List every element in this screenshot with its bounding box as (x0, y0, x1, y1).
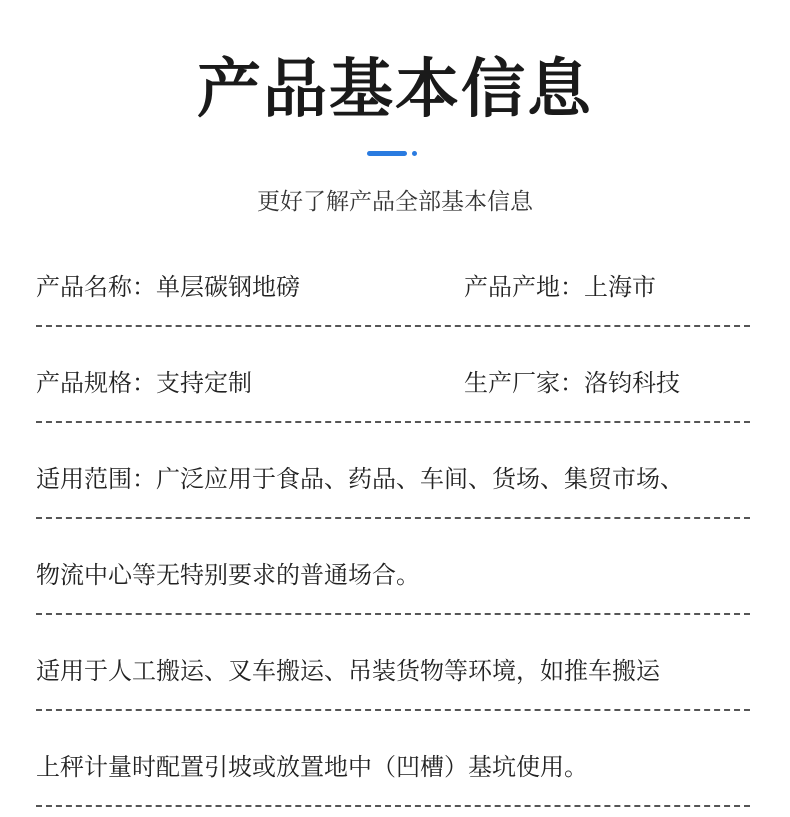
scope-line-4: 上秤计量时配置引坡或放置地中（凹槽）基坑使用。 (36, 753, 588, 781)
dashed-divider (36, 613, 750, 615)
dashed-divider (36, 709, 750, 711)
info-row (36, 459, 750, 555)
info-row (36, 267, 750, 363)
info-row (36, 651, 750, 747)
dashed-divider (36, 421, 750, 423)
product-maker-text: 生产厂家：洛钧科技 (464, 369, 680, 397)
product-spec-text: 产品规格：支持定制 (36, 369, 252, 397)
info-row (36, 555, 750, 651)
scope-line-2: 物流中心等无特别要求的普通场合。 (36, 561, 420, 589)
page-subtitle: 更好了解产品全部基本信息 (257, 189, 533, 215)
dashed-divider (36, 325, 750, 327)
dashed-divider (36, 805, 750, 807)
info-row (36, 747, 750, 817)
scope-line-3: 适用于人工搬运、叉车搬运、吊装货物等环境，如推车搬运 (36, 657, 660, 685)
info-row (36, 363, 750, 459)
product-origin-text: 产品产地：上海市 (464, 273, 656, 301)
product-info-list (36, 267, 750, 817)
page-title: 产品基本信息 (197, 53, 593, 127)
dashed-divider (36, 517, 750, 519)
accent-bar (367, 151, 407, 156)
scope-line-1: 适用范围：广泛应用于食品、药品、车间、货场、集贸市场、 (36, 465, 684, 493)
accent-dot (412, 151, 417, 156)
product-name-text: 产品名称：单层碳钢地磅 (36, 273, 300, 301)
